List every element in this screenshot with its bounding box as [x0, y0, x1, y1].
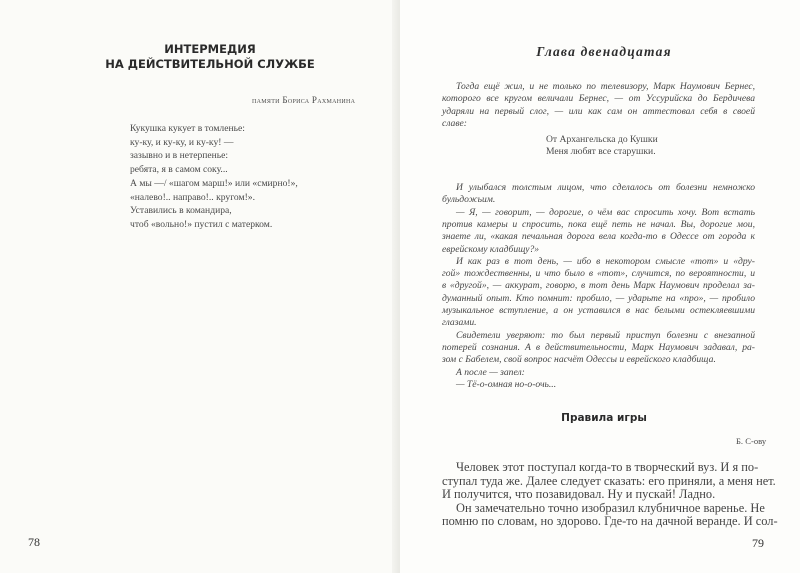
body-line: Человек этот поступал когда-то в творческий вуз. И я по-	[456, 460, 759, 474]
body-line: помню по словам, но здорово. Где-то на дачной веранде. И сол-	[442, 514, 778, 528]
body-line: И получится, что позавидовал. Ну и пускай! Ладно.	[442, 487, 716, 501]
text-line: — Тё-о-омная но-о-очь...	[456, 378, 557, 390]
text-line: против камеры и спросить, пока ещё петь не начал. Вы, дорогие мои,	[442, 218, 755, 230]
text-line: еврейскому кладбищу?»	[442, 243, 540, 255]
poem-line: «налево!.. направо!.. кругом!».	[130, 191, 255, 203]
text-line: музыкальное вступление, а он уставился в нас белыми остекляевшими	[442, 305, 755, 316]
text-line: глазами.	[442, 317, 477, 329]
text-line: славе:	[442, 117, 467, 129]
text-line: Свидетели уверяют: то был первый приступ болезни с внезапной	[456, 329, 755, 341]
right-page	[400, 0, 800, 573]
page-number: 79	[752, 536, 764, 550]
poem-line: ку-ку, и ку-ку, и ку-ку! —	[130, 136, 234, 148]
text-line: И улыбался толстым лицом, что сделалось от болезни немножко	[456, 182, 755, 193]
section-title-line-1: ИНТЕРМЕДИЯ	[164, 42, 256, 56]
section-title-line-2: НА ДЕЙСТВИТЕЛЬНОЙ СЛУЖБЕ	[105, 57, 315, 71]
poem-line: А мы —/ «шагом марш!» или «смирно!»,	[130, 178, 298, 189]
text-line: в «другой», — аккурат, говорю, в тот день Марк Наумович проделал за-	[442, 280, 755, 292]
quote-line: Меня любят все старушки.	[546, 146, 656, 158]
poem-line: Уставились в командира,	[130, 205, 232, 216]
text-line: думанный опыт. Кто помнит: пробило, — ударьте на «про», — пробило	[442, 292, 755, 304]
text-line: зом с Бабелем, свой вопрос насчёт Одессы и еврейского кладбища.	[442, 354, 716, 366]
text-line: бульдожьим.	[442, 194, 496, 206]
dedication: памяти Бориса Рахманина	[252, 95, 356, 105]
subsection-title: Правила игры	[561, 412, 647, 424]
text-line: Тогда ещё жил, и не только по телевизору, Марк Наумович Бернес,	[456, 81, 755, 92]
chapter-title: Глава двенадцатая	[536, 44, 672, 59]
subsection-dedication: Б. С-ову	[736, 436, 767, 446]
body-line: Он замечательно точно изобразил клубничное варенье. Не	[456, 500, 765, 515]
text-line: И как раз в тот день, — ибо в некотором смысле «тот» и «дру-	[456, 255, 755, 267]
text-line: ударяли на первый слог, — или как сам он аттестовал себя в своей	[442, 105, 755, 117]
poem-line: Кукушка кукует в томленье:	[130, 123, 245, 134]
text-line: которого все кругом величали Бернес, — от Уссурийска до Бердичева	[442, 93, 755, 105]
page-number: 78	[28, 535, 40, 549]
text-line: А после — запел:	[456, 366, 525, 378]
poem-line: зазывно и в нетерпенье:	[130, 150, 229, 161]
text-line: — Я, — говорит, — дорогие, о чём вас спросить хочу. Вот встать	[456, 206, 755, 218]
quote-line: От Архангельска до Кушки	[546, 134, 658, 145]
body-line: ступал туда же. Далее следует сказать: его приняли, а меня нет.	[442, 473, 776, 488]
poem-line: ребята, я в самом соку...	[130, 163, 228, 175]
poem-line: чтоб «вольно!» пустил с матерком.	[130, 218, 273, 230]
text-line: потерей сознания. А в действительности, Марк Наумович задавал, ра-	[442, 341, 755, 353]
text-line: гой» тождественны, и что было в «тот», случится, по вероятности, и	[442, 268, 755, 280]
text-line: знаете ли, «какая печальная дорога вела когда-то в Одессе от города к	[442, 231, 755, 243]
